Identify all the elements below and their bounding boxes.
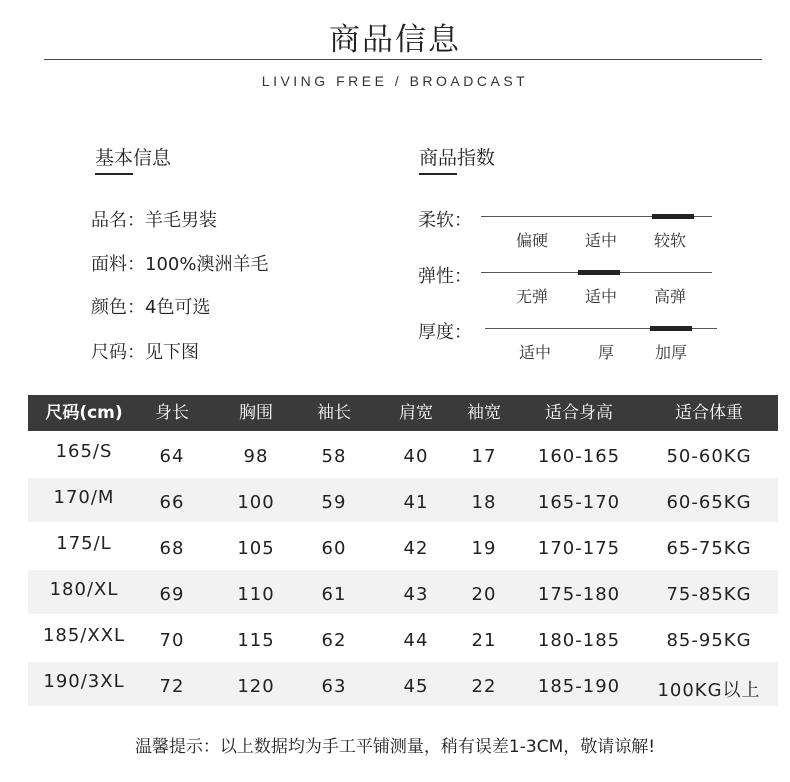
table-row <box>28 662 778 706</box>
index-elasticity-option: 无弹 <box>515 287 548 306</box>
index-softness-marker <box>652 214 694 219</box>
table-cell: 100 <box>237 492 275 513</box>
size-cell: 175/L <box>56 533 112 554</box>
table-cell: 41 <box>403 492 429 513</box>
size-cell: 165/S <box>55 441 113 462</box>
table-cell: 170-175 <box>537 538 621 559</box>
table-cell: 110 <box>237 584 275 605</box>
table-cell: 100KG以上 <box>657 680 761 701</box>
table-cell: 66 <box>159 492 185 513</box>
table-cell: 42 <box>403 538 429 559</box>
size-cell: 170/M <box>53 487 115 508</box>
index-thickness-label: 厚度： <box>418 322 472 343</box>
table-cell: 98 <box>243 446 269 467</box>
table-cell: 180-185 <box>537 630 621 651</box>
table-row <box>28 570 778 614</box>
index-thickness-option: 厚 <box>597 343 614 362</box>
column-header: 胸围 <box>239 403 273 423</box>
table-cell: 165-170 <box>537 492 621 513</box>
table-cell: 160-165 <box>537 446 621 467</box>
page-title: 商品信息 <box>329 22 461 58</box>
size-cell: 180/XL <box>49 579 119 600</box>
index-thickness-option: 适中 <box>518 343 551 362</box>
table-cell: 40 <box>403 446 429 467</box>
table-cell: 105 <box>237 538 275 559</box>
index-softness-option: 偏硬 <box>515 231 548 250</box>
page-subtitle: LIVING FREE / BROADCAST <box>261 73 529 89</box>
table-cell: 50-60KG <box>666 446 752 467</box>
column-header: 肩宽 <box>399 403 433 423</box>
table-row <box>28 478 778 522</box>
product-index-heading: 商品指数 <box>419 147 496 169</box>
table-cell: 44 <box>403 630 429 651</box>
index-softness-label: 柔软： <box>418 210 472 231</box>
table-cell: 17 <box>471 446 497 467</box>
size-table-header <box>28 395 778 431</box>
table-cell: 75-85KG <box>666 584 752 605</box>
table-cell: 68 <box>159 538 185 559</box>
index-elasticity-label: 弹性： <box>418 266 472 287</box>
column-header: 身长 <box>155 403 189 423</box>
table-cell: 62 <box>321 630 347 651</box>
info-row-color: 颜色：4色可选 <box>91 297 211 318</box>
basic-info-heading: 基本信息 <box>95 147 172 169</box>
table-row <box>28 524 778 568</box>
table-cell: 45 <box>403 676 429 697</box>
table-cell: 58 <box>321 446 347 467</box>
table-cell: 22 <box>471 676 497 697</box>
size-cell: 185/XXL <box>42 625 126 646</box>
table-row <box>28 432 778 476</box>
column-header: 袖宽 <box>467 403 501 423</box>
table-cell: 175-180 <box>537 584 621 605</box>
table-cell: 19 <box>471 538 497 559</box>
table-cell: 185-190 <box>537 676 621 697</box>
column-header: 适合身高 <box>545 403 613 423</box>
column-header: 袖长 <box>317 403 351 423</box>
table-cell: 18 <box>471 492 497 513</box>
table-cell: 20 <box>471 584 497 605</box>
table-cell: 60 <box>321 538 347 559</box>
table-cell: 43 <box>403 584 429 605</box>
index-elasticity-option: 适中 <box>584 287 617 306</box>
table-cell: 115 <box>237 630 275 651</box>
table-cell: 69 <box>159 584 185 605</box>
info-row-size: 尺码：见下图 <box>91 342 199 363</box>
index-softness-option: 适中 <box>584 231 617 250</box>
column-header: 尺码(cm) <box>45 403 123 423</box>
index-thickness-marker <box>650 326 692 331</box>
measurement-note: 温馨提示：以上数据均为手工平铺测量，稍有误差1-3CM，敬请谅解! <box>134 737 656 757</box>
product-index-underline <box>419 173 457 175</box>
table-cell: 59 <box>321 492 347 513</box>
index-thickness-option: 加厚 <box>654 343 687 362</box>
table-cell: 63 <box>321 676 347 697</box>
index-softness-option: 较软 <box>653 231 686 250</box>
info-row-name: 品名：羊毛男装 <box>91 210 217 231</box>
table-cell: 61 <box>321 584 347 605</box>
table-cell: 21 <box>471 630 497 651</box>
table-row <box>28 616 778 660</box>
table-cell: 65-75KG <box>666 538 752 559</box>
title-divider <box>44 59 762 60</box>
table-cell: 85-95KG <box>666 630 752 651</box>
index-elasticity-marker <box>578 270 620 275</box>
table-cell: 72 <box>159 676 185 697</box>
table-cell: 60-65KG <box>666 492 752 513</box>
basic-info-underline <box>95 173 133 175</box>
table-cell: 70 <box>159 630 185 651</box>
info-row-fabric: 面料：100%澳洲羊毛 <box>91 254 269 275</box>
table-cell: 64 <box>159 446 185 467</box>
size-cell: 190/3XL <box>43 671 125 692</box>
index-elasticity-option: 高弹 <box>653 287 686 306</box>
column-header: 适合体重 <box>675 403 743 423</box>
table-cell: 120 <box>237 676 275 697</box>
